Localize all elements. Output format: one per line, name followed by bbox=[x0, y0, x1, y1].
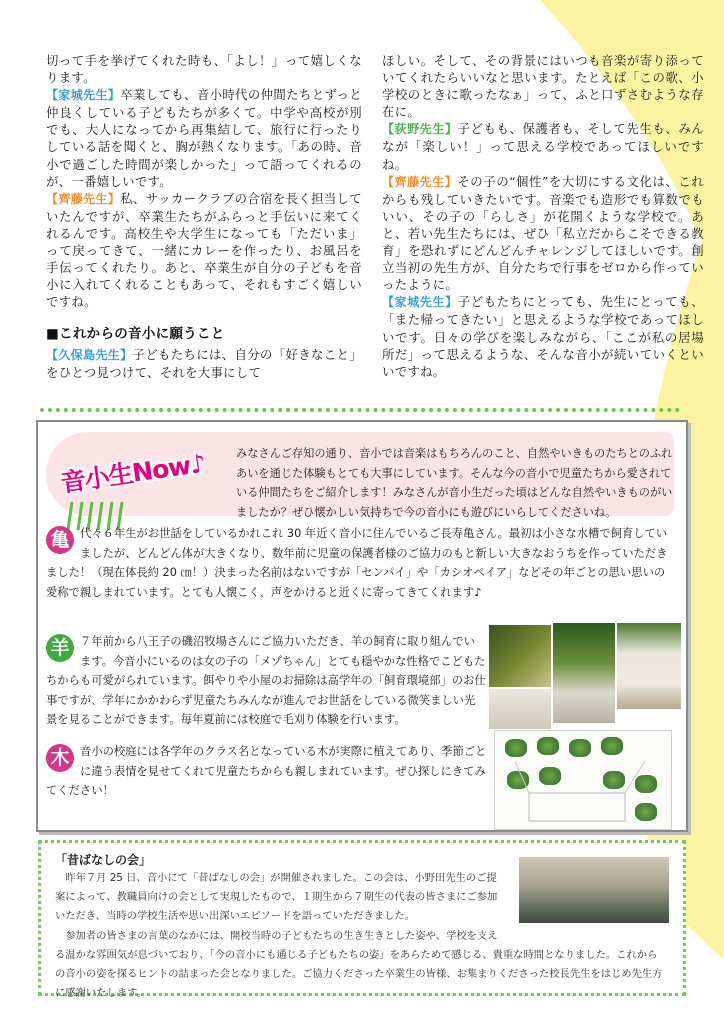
paragraph bbox=[46, 190, 362, 311]
paragraph-text: その子の“個性”を大切にする文化は、これからも残していきたいです。音楽でも造形でも算数でもいい、その子の「らしさ」が花開くような学校で。あと、若い先生たちには、ぜひ「私立だからこそできる教育」を恐れずにどんどんチャレンジしてほしいです。創立当初の先生方が、自分たちで行事をゼロから作っていったように。 bbox=[382, 173, 704, 293]
mukashi-body bbox=[55, 869, 665, 1003]
photo-spacer bbox=[503, 869, 665, 931]
interview-right-column bbox=[382, 52, 704, 380]
paragraph-text: 子どもも、保護者も、そして先生も、みんなが「楽しい！」って思える学校であってほしいですね。 bbox=[382, 121, 704, 172]
speaker-ieki: 【家城先生】 bbox=[46, 88, 121, 103]
now-title: 音小生Now♪ bbox=[59, 448, 207, 498]
paragraph-text: 私、サッカークラブの合宿を長く担当していたんですが、卒業生たちがふらっと手伝いに来てくれるんです。高校生や大学生になっても「ただいま」って戻ってきて、一緒にカレーを作ったり、お風呂を手伝ってくれたり。あと、卒業生が自分の子どもを音小に入れてくれることもあって、それもすごく嬉しいですね。 bbox=[46, 190, 362, 310]
speaker-saito: 【齊藤先生】 bbox=[46, 191, 121, 206]
turtle-photo bbox=[488, 624, 552, 688]
item-trees bbox=[46, 742, 488, 801]
item-turtle bbox=[46, 524, 676, 602]
sheep-photo bbox=[616, 622, 682, 710]
item-text: 代々６年生がお世話をしているかれこれ 30 年近く音小に住んでいるご長寿亀さん。最初は小さな水槽で飼育していましたが、どんどん体が大きくなり、数年前に児童の保護者様のご協力のもと新しい大きなおうちを作っていただきました！（現在体長約 20 ㎝！）決まった名前はないですが「センパイ」や「カシオペイア」などその年ごとの思い思いの愛称で親しまれています。とても人懐こく、声をかけると近くに寄ってきてくれます♪ bbox=[46, 527, 668, 599]
interview-left-column bbox=[46, 52, 362, 381]
paragraph-text: 卒業しても、音小時代の仲間たちとずっと仲良くしている子どもたちが多くて。中学や高校が別でも、大人になってから再集結して、旅行に行ったりしている話を聞くと、胸が熱くなります。「あの時、音小で過ごした時間が楽しかった」って語ってくれるのが、一番嬉しいです。 bbox=[46, 87, 362, 189]
tree-kanji-icon: 木 bbox=[46, 744, 74, 772]
paragraph-text: 子どもたちには、自分の「好きなこと」をひとつ見つけて、それを大事にして bbox=[46, 346, 362, 380]
speaker-kuboshima: 【久保島先生】 bbox=[46, 347, 133, 362]
mukashi-section bbox=[38, 840, 686, 1000]
item-text: 音小の校庭には各学年のクラス名となっている木が実際に植えてあり、季節ごとに違う表情を見せてくれて児童たちからも親しまれています。ぜひ探しにきてみてください！ bbox=[46, 745, 487, 797]
dotted-separator bbox=[40, 408, 680, 412]
sheep-kanji-icon: 羊 bbox=[46, 634, 74, 662]
paragraph-text: 子どもたちにとっても、先生にとっても、「また帰ってきたい」と思えるような学校であってほしいです。日々の学びを楽しみながら、「ここが私の居場所だ」って思えるような、そんな音小が続いていくといいですね。 bbox=[382, 294, 704, 379]
now-section bbox=[36, 420, 688, 832]
paragraph bbox=[382, 120, 704, 172]
turtle-kanji-icon: 亀 bbox=[46, 526, 74, 554]
sheep-photo bbox=[488, 688, 552, 730]
section-heading: ■これからの音小に願うこと bbox=[46, 326, 225, 343]
sheep-photo bbox=[552, 622, 616, 724]
item-text: ７年前から八王子の磯沼牧場さんにご協力いただき、羊の飼育に取り組んでいます。今音小にいるのは女の子の「メゾちゃん」とても穏やかな性格でこどもたちからも可愛がられています。餌やりや小屋のお掃除は高学年の「飼育環境部」のお仕事ですが、学年にかかわらず児童たちみんなが進んでお世話をしている微笑ましい光景を見ることができます。毎年夏前には校庭で毛刈り体験を行います。 bbox=[46, 635, 486, 726]
paragraph bbox=[382, 173, 704, 294]
item-sheep bbox=[46, 632, 486, 730]
speaker-ieki: 【家城先生】 bbox=[382, 295, 458, 310]
paragraph: 切って手を挙げてくれた時も、「よし！」って嬉しくなります。 bbox=[46, 53, 362, 86]
paragraph bbox=[46, 346, 362, 381]
paragraph: 参加者の皆さまの言葉のなかには、開校当時の子どもたちの生き生きとした姿や、学校を支える温かな雰囲気が息づいており、「今の音小にも通じる子どもたちの姿」をあらためて感じる、貴重な時間となりました。これからの音小の姿を探るヒントの詰まった会となりました。ご協力くださった卒業生の皆様、お集まりくださった校長先生をはじめ先生方に感謝いたします。 bbox=[55, 929, 663, 1000]
now-banner bbox=[46, 432, 674, 519]
now-intro: みなさんご存知の通り、音小では音楽はもちろんのこと、自然やいきものたちとのふれあいを通じた体験もとても大事にしています。そんな今の音小で児童たちから愛されている仲間たちをご紹介します！みなさんが音小生だった頃はどんな自然やいきものがいましたか？ぜひ懐かしい気持ちで今の音小にも遊びにいらしてくださいね。 bbox=[236, 447, 673, 519]
speaker-saito: 【齊藤先生】 bbox=[382, 174, 458, 189]
paragraph: 昨年７月 25 日、音小にて「昔ばなしの会」が開催されました。この会は、小野田先生のご提案によって、教職員向けの会として実現したもので、１期生から７期生の代表の皆さまにご参加いただき、当時の学校生活や思い出深いエピソードを語っていただきました。 bbox=[55, 872, 498, 923]
paragraph bbox=[46, 86, 362, 190]
paragraph: ほしい。そして、その背景にはいつも音楽が寄り添っていてくれたらいいなと思います。たとえば「この歌、小学校のときに歌ったなぁ」って、ふと口ずさむような存在に。 bbox=[382, 53, 704, 120]
map-lines bbox=[495, 731, 671, 829]
campus-tree-map bbox=[494, 730, 672, 830]
mukashi-title: 「昔ばなしの会」 bbox=[55, 853, 152, 867]
speaker-ogino: 【荻野先生】 bbox=[382, 122, 458, 137]
paragraph bbox=[382, 293, 704, 379]
